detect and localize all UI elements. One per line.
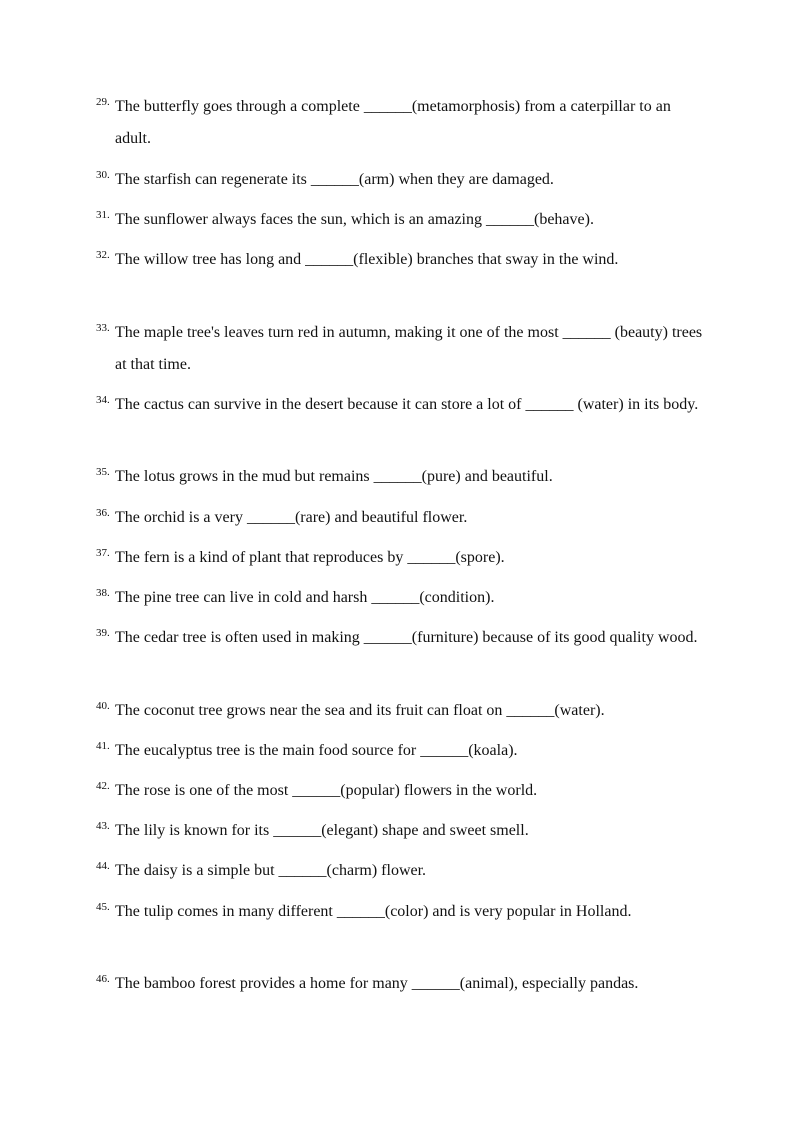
question-number: 40. [96,700,110,712]
question-number: 46. [96,973,110,985]
question-number: 44. [96,860,110,872]
question-number: 41. [96,740,110,752]
question-text: The willow tree has long and ______(flexible) branches that sway in the wind. [115,251,619,268]
question-text: The coconut tree grows near the sea and its fruit can float on ______(water). [115,702,605,719]
question-text: The lotus grows in the mud but remains ______(pure) and beautiful. [115,468,553,485]
question-text: The cedar tree is often used in making ______(furniture) because of its good quality wood. [115,629,698,646]
question-number: 35. [96,466,110,478]
question-text: The pine tree can live in cold and harsh ______(condition). [115,589,495,606]
question-number: 34. [96,394,110,406]
question-number: 45. [96,901,110,913]
question-text: The tulip comes in many different ______(color) and is very popular in Holland. [115,903,632,920]
question-number: 36. [96,507,110,519]
question-number: 33. [96,322,110,334]
question-number: 30. [96,169,110,181]
question-text: The cactus can survive in the desert because it can store a lot of ______ (water) in its body. [115,396,699,413]
question-number: 38. [96,587,110,599]
question-text: The maple tree's leaves turn red in autumn, making it one of the most ______ (beauty) trees at that time. [115,324,703,373]
question-number: 39. [96,627,110,639]
question-text: The rose is one of the most ______(popular) flowers in the world. [115,782,538,799]
question-number: 31. [96,209,110,221]
question-text: The sunflower always faces the sun, which is an amazing ______(behave). [115,211,594,228]
question-text: The starfish can regenerate its ______(arm) when they are damaged. [115,171,554,188]
question-text: The eucalyptus tree is the main food source for ______(koala). [115,742,518,759]
question-text: The lily is known for its ______(elegant) shape and sweet smell. [115,822,529,839]
question-text: The daisy is a simple but ______(charm) flower. [115,862,427,879]
question-text: The butterfly goes through a complete ______(metamorphosis) from a caterpillar to an adult. [115,98,671,147]
question-number: 43. [96,820,110,832]
question-number: 29. [96,96,110,108]
question-text: The orchid is a very ______(rare) and beautiful flower. [115,509,468,526]
question-text: The bamboo forest provides a home for many ______(animal), especially pandas. [115,975,639,992]
question-text: The fern is a kind of plant that reproduces by ______(spore). [115,549,505,566]
question-number: 32. [96,249,110,261]
question-number: 42. [96,780,110,792]
question-number: 37. [96,547,110,559]
